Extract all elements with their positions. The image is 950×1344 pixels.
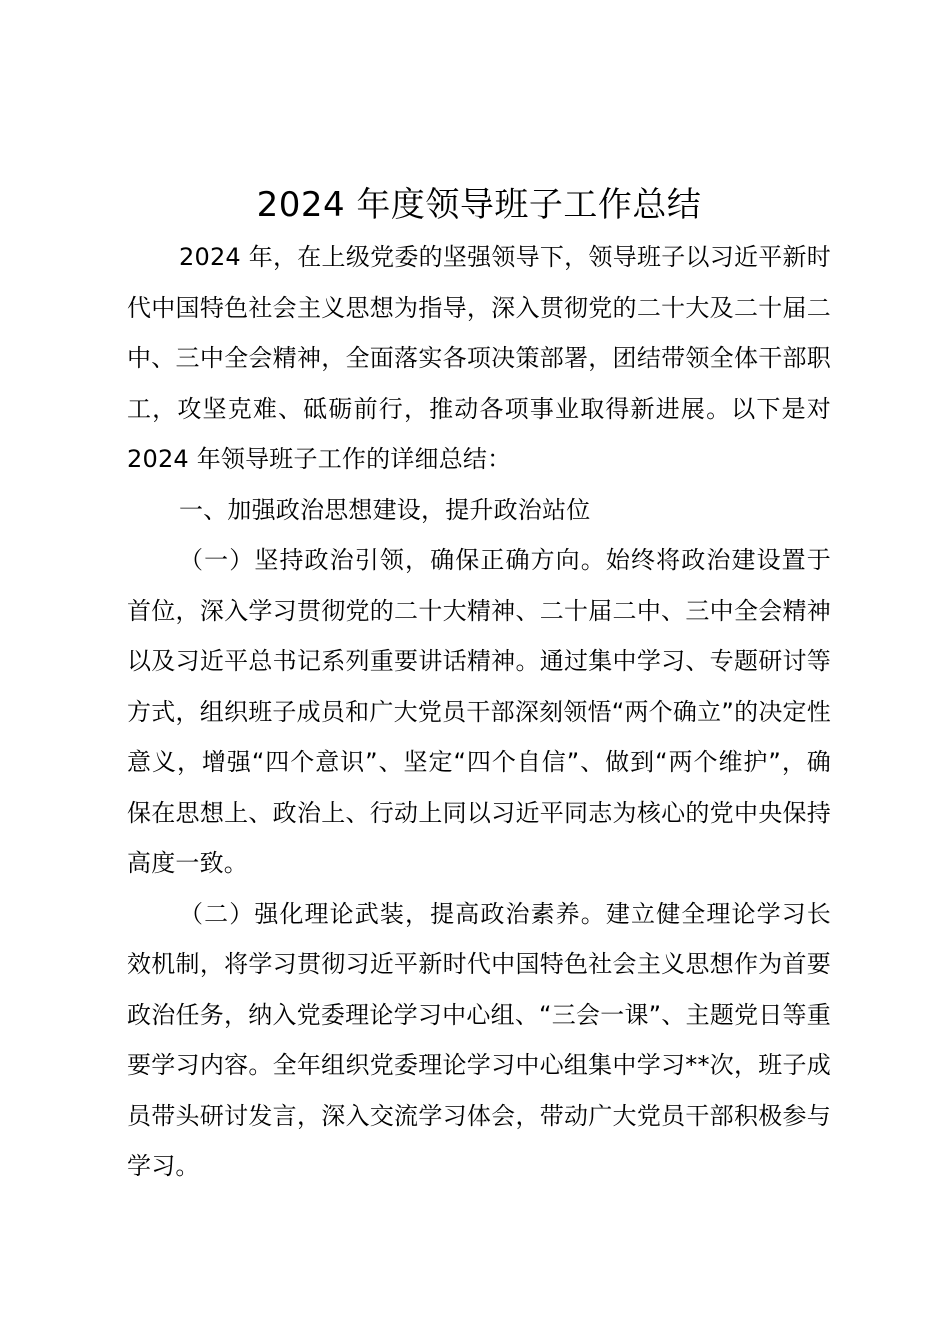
intro-paragraph: 2024 年，在上级党委的坚强领导下，领导班子以习近平新时代中国特色社会主义思想为指导，深入贯彻党的二十大及二十届二中、三中全会精神，全面落实各项决策部署，团结带领全体干部职工，攻坚克难、砥砺前行，推动各项事业取得新进展。以下是对 2024 年领导班子工作的详细总结： — [127, 243, 831, 473]
document-body — [127, 178, 831, 1192]
paragraph-theory-study: （二）强化理论武装，提高政治素养。建立健全理论学习长效机制，将学习贯彻习近平新时代中国特色社会主义思想作为首要政治任务，纳入党委理论学习中心组、“三会一课”、主题党日等重要学习内容。全年组织党委理论学习中心组集中学习**次，班子成员带头研讨发言，深入交流学习体会，带动广大党员干部积极参与学习。 — [127, 899, 831, 1180]
paragraph-political-guidance: （一）坚持政治引领，确保正确方向。始终将政治建设置于首位，深入学习贯彻党的二十大精神、二十届二中、三中全会精神以及习近平总书记系列重要讲话精神。通过集中学习、专题研讨等方式，组织班子成员和广大党员干部深刻领悟“两个确立”的决定性意义，增强“四个意识”、坚定“四个自信”、做到“两个维护”，确保在思想上、政治上、行动上同以习近平同志为核心的党中央保持高度一致。 — [127, 546, 831, 877]
document-title: 2024 年度领导班子工作总结 — [256, 185, 702, 225]
section-heading-1: 一、加强政治思想建设，提升政治站位 — [179, 495, 591, 524]
